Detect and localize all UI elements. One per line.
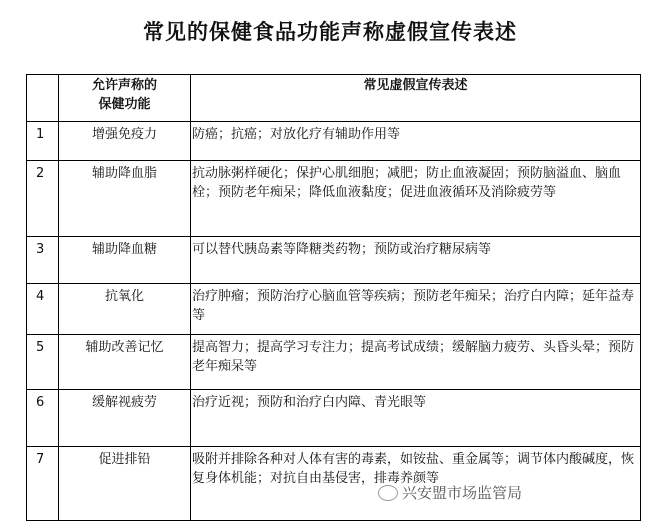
table-row	[27, 161, 641, 237]
table-row	[27, 447, 641, 521]
row-function: 辅助降血脂	[59, 161, 191, 237]
row-claims: 治疗肿瘤；预防治疗心脑血管等疾病；预防老年痴呆；治疗白内障；延年益寿等	[191, 284, 641, 335]
row-claims: 抗动脉粥样硬化；保护心肌细胞；减肥；防止血液凝固；预防脑溢血、脑血栓；预防老年痴呆；降低血液黏度；促进血液循环及消除疲劳等	[191, 161, 641, 237]
row-number: 3	[27, 237, 59, 284]
row-claims: 提高智力；提高学习专注力；提高考试成绩；缓解脑力疲劳、头昏头晕；预防老年痴呆等	[191, 335, 641, 390]
row-function: 增强免疫力	[59, 122, 191, 161]
row-claims: 防癌；抗癌；对放化疗有辅助作用等	[191, 122, 641, 161]
row-claims: 吸附并排除各种对人体有害的毒素，如铵盐、重金属等；调节体内酸碱度，恢复身体机能；对抗自由基侵害，排毒养颜等	[191, 447, 641, 521]
row-number: 1	[27, 122, 59, 161]
wechat-icon	[378, 485, 398, 501]
row-function: 促进排铅	[59, 447, 191, 521]
page-title: 常见的保健食品功能声称虚假宣传表述	[143, 19, 517, 44]
table-row	[27, 284, 641, 335]
table-row	[27, 237, 641, 284]
row-function: 缓解视疲劳	[59, 390, 191, 447]
row-claims: 治疗近视；预防和治疗白内障、青光眼等	[191, 390, 641, 447]
row-number: 5	[27, 335, 59, 390]
row-number: 7	[27, 447, 59, 521]
watermark-text: 兴安盟市场监管局	[402, 484, 523, 502]
table-header-row	[27, 75, 641, 122]
table-row	[27, 122, 641, 161]
row-number: 2	[27, 161, 59, 237]
header-claims: 常见虚假宣传表述	[191, 75, 641, 122]
header-function: 允许声称的保健功能	[59, 75, 191, 122]
row-function: 抗氧化	[59, 284, 191, 335]
header-no	[27, 75, 59, 122]
row-number: 6	[27, 390, 59, 447]
row-claims: 可以替代胰岛素等降糖类药物；预防或治疗糖尿病等	[191, 237, 641, 284]
watermark	[378, 482, 522, 503]
row-function: 辅助降血糖	[59, 237, 191, 284]
claims-table	[26, 74, 641, 521]
row-number: 4	[27, 284, 59, 335]
table-row	[27, 335, 641, 390]
row-function: 辅助改善记忆	[59, 335, 191, 390]
table-row	[27, 390, 641, 447]
